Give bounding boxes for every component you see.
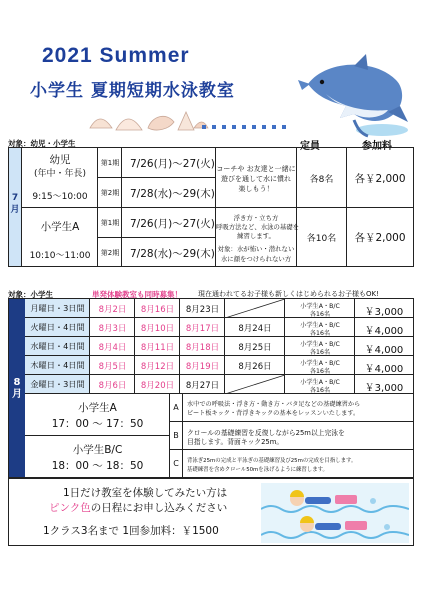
august-d2-cell — [135, 318, 180, 337]
august-d3-value: 8月27日 — [185, 381, 220, 391]
august-fee-value: ￥3,000 — [364, 307, 404, 318]
august-quota-cell — [285, 337, 355, 356]
august-d2-cell — [135, 337, 180, 356]
august-day-value: 金曜日・3日間 — [30, 379, 85, 389]
august-month-label: 8月 — [12, 377, 22, 400]
august-fee-cell — [355, 337, 413, 356]
august-day-cell — [25, 318, 90, 337]
period-dates-cell — [122, 148, 216, 178]
description-line: 楽しもう！ — [238, 185, 274, 193]
august-d4-value: 8月25日 — [238, 343, 272, 353]
level-code: B — [173, 431, 179, 440]
august-target-label: 対象：小学生 — [8, 290, 53, 299]
main-title: 小学生 夏期短期水泳教室 — [30, 81, 235, 101]
august-d1-value: 8月6日 — [98, 381, 127, 391]
august-quota-line: 小学生A・B/C — [300, 360, 340, 367]
class-bc-cell — [25, 436, 170, 478]
august-quota-line: 小学生A・B/C — [300, 341, 340, 348]
august-fee-cell — [355, 299, 413, 318]
period-label: 第2期 — [100, 189, 120, 197]
swimmers-illustration — [261, 483, 409, 543]
trial-pink-word: ピンク色 — [49, 502, 91, 514]
description-line: 浮き方・立ち方 — [233, 214, 279, 222]
august-day-value: 月曜日・3日間 — [30, 303, 85, 313]
august-day-cell — [25, 299, 90, 318]
august-quota-line: 各16名 — [309, 387, 331, 394]
year-title: 2021 Summer — [42, 44, 190, 67]
level-description-line: 目指します。背面キック25m。 — [187, 438, 284, 446]
august-day-cell — [25, 356, 90, 375]
level-code: C — [173, 459, 179, 468]
trial-lesson-box — [8, 478, 414, 546]
level-a-description — [183, 394, 413, 422]
description-line: 対象：水が怖い・潜れない — [217, 245, 295, 253]
august-d2-cell — [135, 356, 180, 375]
august-d3-cell — [180, 356, 225, 375]
july-month-band — [9, 148, 22, 267]
group-toddler-fee-cell — [347, 148, 413, 208]
group-elementary-a-name: 小学生A — [40, 221, 80, 233]
group-toddler-quota-cell — [297, 148, 347, 208]
august-fee-cell — [355, 318, 413, 337]
august-fee-cell — [355, 356, 413, 375]
group-elementary-a-time: 10:10～11:00 — [29, 251, 91, 261]
august-quota-line: 各16名 — [309, 311, 331, 318]
description-line: 呼吸方法など、水泳の基礎を — [216, 223, 300, 231]
august-d4-cell — [225, 337, 285, 356]
period-label-cell — [98, 148, 122, 178]
group-toddler-time: 9:15～10:00 — [32, 192, 88, 202]
class-a-time: 17：00 〜 17：50 — [51, 418, 144, 430]
july-target-label: 対象：幼児・小学生 — [8, 139, 76, 148]
period-label: 第1期 — [100, 159, 120, 167]
august-d2-value: 8月10日 — [140, 324, 175, 334]
august-quota-line: 各16名 — [309, 349, 331, 356]
august-d4-cell — [225, 299, 285, 318]
august-schedule-table — [8, 298, 414, 478]
august-day-cell — [25, 375, 90, 394]
shells-illustration — [86, 108, 210, 134]
august-d2-cell — [135, 375, 180, 394]
august-day-value: 火曜日・4日間 — [30, 322, 85, 332]
august-fee-value: ￥4,000 — [364, 345, 404, 356]
description-line: 水に顔をつけられない方 — [220, 255, 292, 263]
group-toddler-cell — [22, 148, 98, 208]
fee-value: 各￥2,000 — [354, 232, 406, 244]
august-day-cell — [25, 337, 90, 356]
class-bc-time: 18：00 〜 18：50 — [51, 460, 144, 472]
august-d3-cell — [180, 375, 225, 394]
notice-label: 現在通われてるお子様も新しくはじめられるお子様もOK! — [198, 290, 379, 298]
august-d1-cell — [90, 375, 135, 394]
trial-line-1: 1日だけ教室を体験してみたい方は — [63, 487, 228, 499]
period-dates-cell — [122, 208, 216, 238]
level-description-line: 背泳ぎ25mの完成と平泳ぎの基礎練習及び25mの完成を目指します。 — [187, 458, 357, 464]
period-dates: 7/28(水)～29(木) — [130, 188, 215, 200]
level-code: A — [173, 403, 179, 412]
august-d2-cell — [135, 299, 180, 318]
august-d2-value: 8月16日 — [140, 305, 175, 315]
august-quota-cell — [285, 299, 355, 318]
august-d1-value: 8月2日 — [98, 305, 127, 315]
august-fee-value: ￥4,000 — [364, 364, 404, 375]
level-description-line: クロールの基礎練習を反復しながら25m以上完泳を — [187, 429, 345, 437]
august-quota-cell — [285, 318, 355, 337]
august-d2-value: 8月11日 — [140, 343, 175, 353]
august-d1-cell — [90, 318, 135, 337]
group-elementary-a-cell — [22, 208, 98, 267]
level-description-line: 水中での呼吸法・浮き方・動き方・バタ足などの基礎練習から — [187, 401, 361, 408]
august-d4-value: 8月24日 — [238, 324, 272, 334]
period-label: 第1期 — [100, 219, 120, 227]
class-a-cell — [25, 394, 170, 436]
trial-line-2-rest: の日程にお申し込みください — [90, 502, 228, 514]
quota-value: 各10名 — [306, 234, 337, 244]
august-quota-cell — [285, 356, 355, 375]
group-elementary-a-fee-cell — [347, 208, 413, 267]
august-d1-value: 8月4日 — [98, 343, 127, 353]
period-label: 第2期 — [100, 249, 120, 257]
august-day-value: 木曜日・4日間 — [30, 360, 85, 370]
august-d4-cell — [225, 318, 285, 337]
level-description-line: ビート板キック・背浮きキックの基本をレッスンいたします。 — [187, 410, 360, 417]
description-line: コーチや お友達と一緒に — [216, 165, 296, 173]
period-label-cell — [98, 238, 122, 267]
august-month-band — [9, 299, 25, 477]
trial-line-3: 1クラス3名まで 1回参加料：￥1500 — [43, 525, 219, 537]
august-quota-line: 各16名 — [309, 330, 331, 337]
period-dates-cell — [122, 238, 216, 267]
group-toddler-description — [216, 148, 297, 208]
group-elementary-a-quota-cell — [297, 208, 347, 267]
dolphin-illustration — [296, 54, 414, 140]
dotted-decoration — [202, 124, 288, 130]
july-schedule-table — [8, 147, 414, 267]
description-line: 遊びを通して水に慣れ — [221, 175, 291, 183]
august-d3-value: 8月19日 — [185, 362, 220, 372]
fee-value: 各￥2,000 — [354, 173, 406, 185]
august-d3-value: 8月18日 — [185, 343, 220, 353]
august-quota-cell — [285, 375, 355, 394]
description-line: 練習します。 — [237, 232, 275, 240]
level-code-cell — [170, 450, 183, 478]
august-fee-value: ￥3,000 — [364, 383, 404, 394]
august-d1-cell — [90, 299, 135, 318]
august-fee-cell — [355, 375, 413, 394]
august-d3-cell — [180, 337, 225, 356]
period-label-cell — [98, 178, 122, 208]
period-label-cell — [98, 208, 122, 238]
august-day-value: 水曜日・4日間 — [30, 341, 85, 351]
fee-header: 参加料 — [362, 141, 392, 152]
august-d1-cell — [90, 356, 135, 375]
group-toddler-name: 幼児 — [49, 154, 71, 166]
level-description-line: 基礎練習を含めクロール50mを泳げるように練習します。 — [187, 467, 328, 473]
period-dates: 7/26(月)～27(火) — [130, 158, 215, 170]
period-dates: 7/26(月)～27(火) — [130, 218, 215, 230]
period-dates-cell — [122, 178, 216, 208]
level-code-cell — [170, 422, 183, 450]
empty-cell-slash — [225, 375, 285, 394]
august-d3-value: 8月23日 — [185, 305, 220, 315]
august-quota-line: 小学生A・B/C — [300, 303, 340, 310]
august-d1-value: 8月5日 — [98, 362, 127, 372]
quota-value: 各8名 — [309, 175, 334, 185]
level-c-description — [183, 450, 413, 478]
august-quota-line: 小学生A・B/C — [300, 322, 340, 329]
promo-label: 単発体験教室も同時募集！ — [92, 290, 182, 299]
august-d2-value: 8月20日 — [140, 381, 175, 391]
august-d1-cell — [90, 337, 135, 356]
empty-cell-slash — [225, 299, 285, 318]
august-d3-value: 8月17日 — [185, 324, 220, 334]
august-quota-line: 小学生A・B/C — [300, 379, 340, 386]
august-d4-value: 8月26日 — [238, 362, 272, 372]
period-dates: 7/28(水)～29(木) — [130, 248, 215, 260]
class-a-name: 小学生A — [78, 402, 117, 414]
level-code-cell — [170, 394, 183, 422]
trial-line-2 — [49, 500, 227, 515]
august-d1-value: 8月3日 — [98, 324, 127, 334]
august-fee-value: ￥4,000 — [364, 326, 404, 337]
august-d2-value: 8月12日 — [140, 362, 175, 372]
july-month-label: 7月 — [10, 193, 20, 215]
quota-header: 定員 — [300, 141, 320, 152]
level-b-description — [183, 422, 413, 450]
august-d4-cell — [225, 356, 285, 375]
august-d4-cell — [225, 375, 285, 394]
class-bc-name: 小学生B/C — [72, 444, 123, 456]
august-quota-line: 各16名 — [309, 368, 331, 375]
group-toddler-sub: (年中・年長) — [33, 169, 87, 179]
august-d3-cell — [180, 318, 225, 337]
august-d3-cell — [180, 299, 225, 318]
group-elementary-a-description — [216, 208, 300, 267]
